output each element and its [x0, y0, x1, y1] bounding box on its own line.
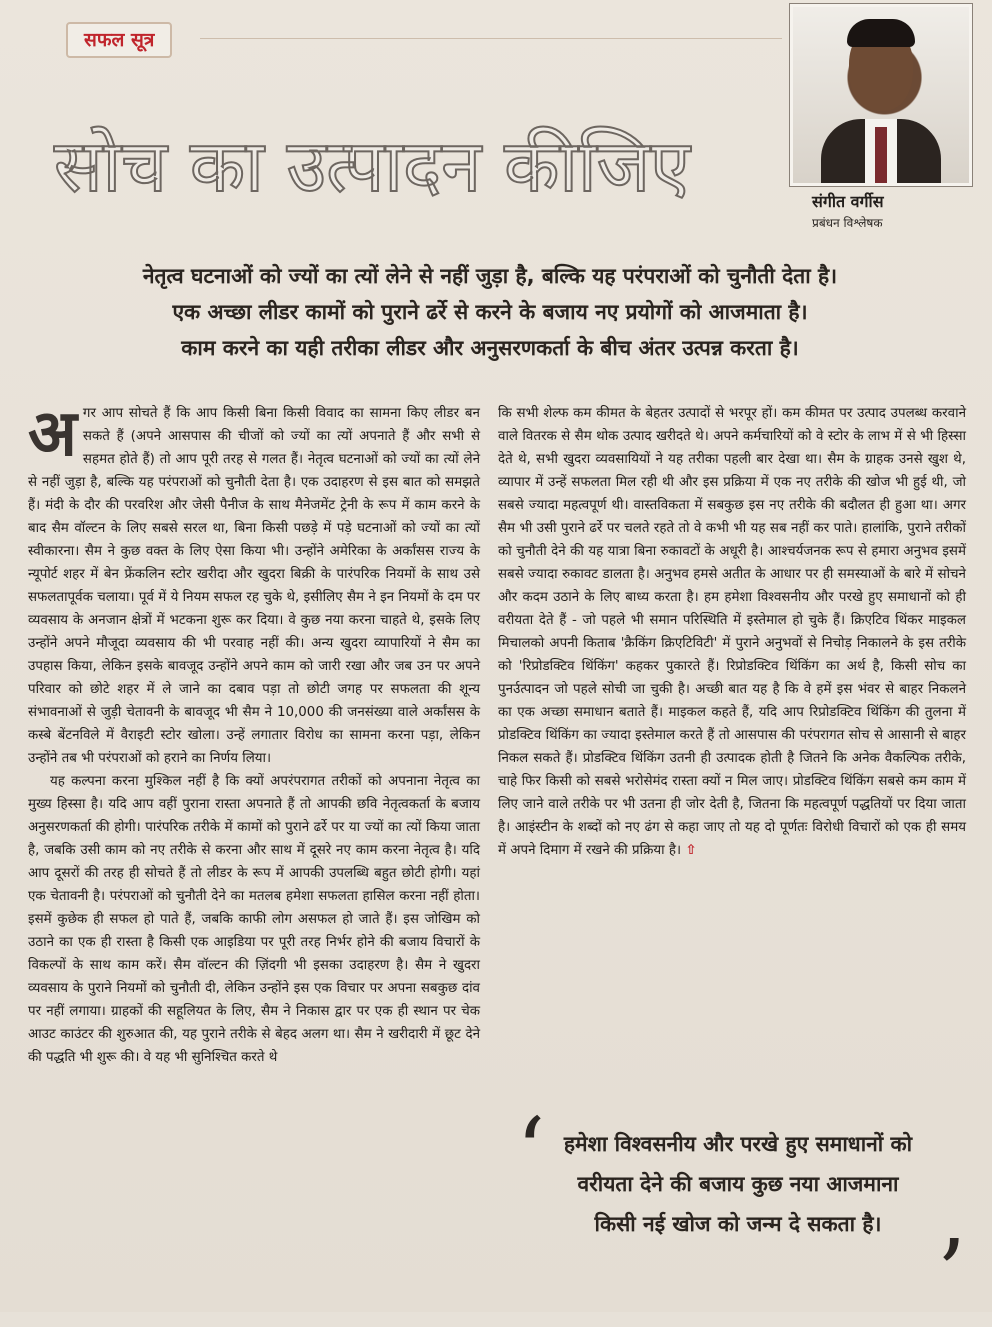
- paragraph-text: कि सभी शेल्फ कम कीमत के बेहतर उत्पादों से भरपूर हों। कम कीमत पर उत्पाद उपलब्ध करवाने वाले वितरक से सैम थोक उत्पाद खरीदते थे। अपने कर्मचारियों को वे स्टोर के लाभ में से भी हिस्सा देते थे, सभी खुदरा व्यवसायियों ने यह तरीका पहली बार देखा था। सैम के ग्राहक उनसे खुश थे, व्यापार में उन्हें सफलता मिल रही थी और इस प्रक्रिया में एक नए तरीके की खोज भी हुई थी, जो सबसे ज्यादा महत्वपूर्ण थी। वास्तविकता में सबकुछ इस नए तरीके की बदौलत ही हुआ था। अगर सैम भी उसी पुराने ढर्रे पर चलते रहते तो वे कभी भी यह सब नहीं कर पाते। हालांकि, पुराने तरीकों को चुनौती देने की यह यात्रा बिना रुकावटों के अधूरी है। आश्चर्यजनक रूप से हमारा अनुभव इसमें सबसे ज्यादा रुकावट डालता है। अनुभव हमसे अतीत के आधार पर ही समस्याओं के बारे में सोचने और कदम उठाने के लिए बाध्य करता है। हम हमेशा विश्वसनीय और परखे हुए समाधानों को ही वरीयता देते हैं - जो पहले भी समान परिस्थिति में इस्तेमाल हो चुके हैं। क्रिएटिव थिंकर माइकल मिचालको अपनी किताब 'क्रैकिंग क्रिएटिविटी' में पुराने अनुभवों से निचोड़ निकालने के इस तरीके को 'रिप्रोडक्टिव थिंकिंग' कहकर पुकारते हैं। रिप्रोडक्टिव थिंकिंग का अर्थ है, किसी सोच का पुनर्उत्पादन जो पहले सोची जा चुकी है। अच्छी बात यह है कि वे हमें इस भंवर से बाहर निकलने का एक अच्छा समाधान बताते हैं। माइकल कहते हैं, यदि आप रिप्रोडक्टिव थिंकिंग की तुलना में प्रोडक्टिव थिंकिंग का ज्यादा इस्तेमाल करते हैं तो आसपास की परंपरागत सोच से आसानी से बाहर निकल सकते हैं। प्रोडक्टिव थिंकिंग उतनी ही उत्पादक होती है जितने कि अनेक वैकल्पिक तरीके, चाहे फिर किसी को सबसे भरोसेमंद रास्ता क्यों न मिल जाए। प्रोडक्टिव थिंकिंग सबसे कम काम में लिए जाने वाले तरीके पर भी उतना ही जोर देती है, जितना कि महत्वपूर्ण पद्धतियों पर दिया जाता है। आइंस्टीन के शब्दों को नए ढंग से कहा जाए तो यह दो पूर्णतः विरोधी विचारों को एक ही समय में अपने दिमाग में रखने की प्रक्रिया है।: [498, 406, 966, 858]
- deck: [40, 258, 940, 366]
- drop-cap: अ: [28, 397, 77, 471]
- pull-quote-text: हमेशा विश्वसनीय और परखे हुए समाधानों को वरीयता देने की बजाय कुछ नया आजमाना किसी नई खोज को जन्म दे सकता है।: [563, 1132, 913, 1236]
- deck-line: नेतृत्व घटनाओं को ज्यों का त्यों लेने से नहीं जुड़ा है, बल्कि यह परंपराओं को चुनौती देता है।: [142, 264, 838, 288]
- article-paragraph: यह कल्पना करना मुश्किल नहीं है कि क्यों अपरंपरागत तरीकों को अपनाना नेतृत्व का मुख्य हिस्सा है। यदि आप वहीं पुराना रास्ता अपनाते हैं तो आपकी छवि नेतृत्वकर्ता के बजाय अनुसरणकर्ता की होगी। पारंपरिक तरीके में कामों को पुराने ढर्रे पर या ज्यों का त्यों किया जाता है, जबकि उसी काम को नए तरीके से करना और साथ में दूसरे नए काम करना नेतृत्व है। यदि आप दूसरों की तरह ही सोचते हैं तो लीडर के रूप में आपकी उपलब्धि बहुत छोटी होगी। यहां एक चेतावनी है। परंपराओं को चुनौती देने का मतलब हमेशा सफलता हासिल करना नहीं होता। इसमें कुछेक ही सफल हो पाते हैं, जबकि काफी लोग असफल हो जाते हैं। इस जोखिम को उठाने का एक ही रास्ता है किसी एक आइडिया पर पूरी तरह निर्भर होने की बजाय विचारों के विकल्पों के साथ काम करें। सैम वॉल्टन की ज़िंदगी भी इसका उदाहरण है। सैम ने खुदरा व्यवसाय के पुराने नियमों को चुनौती दी, लेकिन उन्होंने इस एक विचार पर अपना सबकुछ दांव पर नहीं लगाया। ग्राहकों की सहूलियत के लिए, सैम ने निकास द्वार पर एक ही स्थान पर चेक आउट काउंटर की शुरुआत की, यह पुराने तरीके से बेहद अलग था। सैम ने खरीदारी में छूट देने की पद्धति भी शुरू की। वे यह भी सुनिश्चित करते थे: [28, 774, 480, 1065]
- deck-line: एक अच्छा लीडर कामों को पुराने ढर्रे से करने के बजाय नए प्रयोगों को आजमाता है।: [172, 300, 808, 324]
- article-column-left: [28, 397, 480, 1302]
- article-paragraph: [28, 397, 480, 770]
- close-quote-icon: ’: [936, 1220, 966, 1327]
- header-rule: [200, 38, 782, 39]
- headline: सोच का उत्पादन कीजिए: [54, 124, 690, 208]
- author-photo: [790, 4, 972, 186]
- author-name: संगीत वर्गीस: [812, 192, 884, 211]
- author-role: प्रबंधन विश्लेषक: [812, 216, 883, 230]
- section-tag: सफल सूत्र: [66, 22, 172, 58]
- end-mark-icon: ⇧: [685, 843, 697, 858]
- open-quote-icon: ‘: [516, 1098, 546, 1205]
- pull-quote: [516, 1098, 966, 1327]
- article-paragraph: [498, 402, 966, 862]
- deck-line: काम करने का यही तरीका लीडर और अनुसरणकर्ता के बीच अंतर उत्पन्न करता है।: [181, 336, 799, 360]
- article-column-right: [498, 402, 966, 858]
- paragraph-text: गर आप सोचते हैं कि आप किसी बिना किसी विवाद का सामना किए लीडर बन सकते हैं (अपने आसपास की चीजों को ज्यों का त्यों अपनाते हैं और सभी से सहमत होते हैं) तो आप पूरी तरह से गलत हैं। नेतृत्व घटनाओं को ज्यों का त्यों लेने से नहीं जुड़ा है, बल्कि यह परंपराओं को चुनौती देता है। एक उदाहरण से इस बात को समझते हैं। मंदी के दौर की परवरिश और जेसी पैनीज के साथ मैनेजमेंट ट्रेनी के रूप में काम करने के बाद सैम वॉल्टन के लिए सबसे सरल था, बिना किसी पछड़े में पड़े घटनाओं को ज्यों का त्यों स्वीकारना। सैम ने कुछ वक्त के लिए ऐसा किया भी। उन्होंने अमेरिका के अर्कांसस राज्य के न्यूपोर्ट शहर में बेन फ्रेंकलिन स्टोर खरीदा और खुदरा बिक्री के पारंपरिक नियमों के साथ उसे सफलतापूर्वक चलाया। पूर्व में ये नियम सफल रह चुके थे, इसीलिए सैम ने इन नियमों के दम पर व्यवसाय के अनजान क्षेत्रों में भटकना शुरू कर दिया। वे कुछ नया करना चाहते थे, इसके लिए उन्होंने अपने मौजूदा व्यवसाय की भी परवाह नहीं की। अन्य खुदरा व्यापारियों ने सैम का उपहास किया, लेकिन इसके बावजूद उन्होंने अपने काम को जारी रखा और जब उन पर अपने परिवार को छोटे शहर में ले जाने का दबाव पड़ा तो छोटी जगह पर सफलता की शून्य संभावनाओं से जुड़ी चेतावनी के बावजूद भी सैम ने 10,000 की जनसंख्या वाले अर्कांसस के कस्बे बेंटनविले में वैराइटी स्टोर खोला। उन्हें लगातार विरोध का सामना करना पड़ा, लेकिन उन्होंने तब भी परंपराओं को हराने का निर्णय लिया।: [28, 406, 480, 766]
